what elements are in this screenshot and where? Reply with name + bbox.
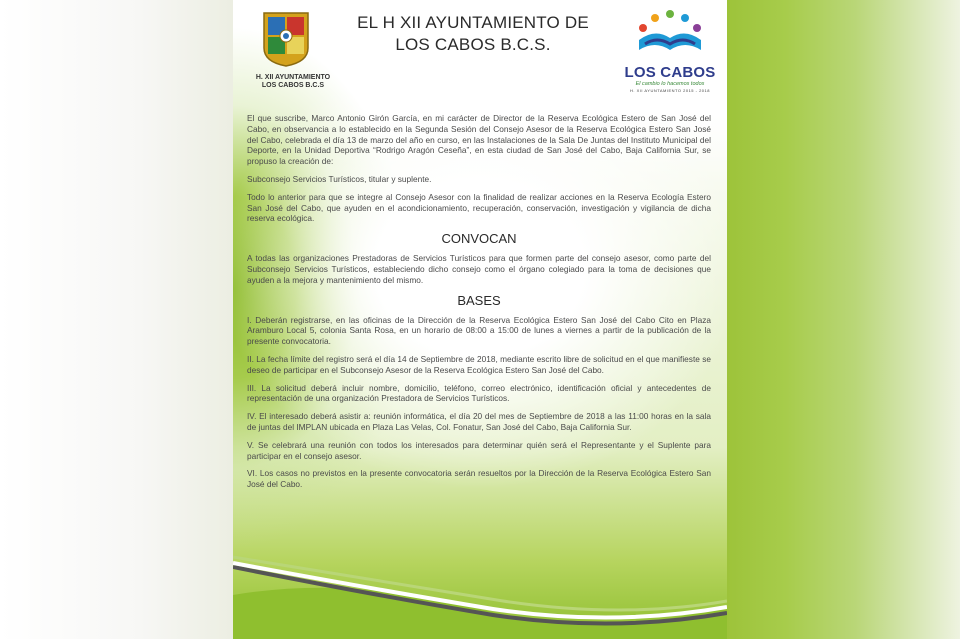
crest-caption-line1: H. XII AYUNTAMIENTO: [255, 74, 331, 81]
subconsejo-paragraph: Subconsejo Servicios Turísticos, titular y suplente.: [247, 173, 432, 184]
base-item-1: I. Deberán registrarse, en las oficinas de la Dirección de la Reserva Ecológica Estero San José del Cabo Cito en Plaza Aramburo Local 5, colonia Santa Rosa, en un horario de 08:00 a 15:00 de lunes a viernes a partir de la publicación de la presente convocatoria.: [247, 314, 711, 347]
convocan-heading: CONVOCAN: [441, 231, 517, 247]
brand-years: H. XII AYUNTAMIENTO 2015 - 2018: [630, 88, 710, 93]
right-background: [727, 0, 960, 639]
page-title: [343, 12, 603, 56]
base-item-2: II. La fecha límite del registro será el día 14 de Septiembre de 2018, mediante escrito libre de solicitud en el que manifieste se deseo de participar en el Subconsejo Asesor de la Reserva Ecológica Estero San José del Cabo.: [247, 353, 711, 375]
base-item-3: III. La solicitud deberá incluir nombre, domicilio, teléfono, correo electrónico, identificación oficial y antecedentes de representación de una organización Prestadora de Servicios Turísticos.: [247, 382, 711, 404]
purpose-paragraph: Todo lo anterior para que se integre al Consejo Asesor con la finalidad de realizar acciones en la Reserva Ecología Estero San José del Cabo, que ayuden en el acondicionamiento, recuperación, conservación, investigación y vigilancia de dicha reserva ecológica.: [247, 191, 711, 224]
base-item-4: IV. El interesado deberá asistir a: reunión informática, el día 20 del mes de Septiembre de 2018 a las 11:00 horas en la sala de juntas del IMPLAN ubicada en Plaza Las Velas, Col. Fonatur, San José del Cabo, Baja California Sur.: [247, 411, 711, 432]
bases-heading: BASES: [457, 292, 501, 308]
brand-name: LOS CABOS: [624, 64, 716, 81]
announcement-poster: [233, 0, 727, 639]
decorative-swoosh: [233, 555, 727, 639]
base-item-6: VI. Los casos no previstos en la presente convocatoria serán resueltos por la Dirección de la Reserva Ecológica Estero San José del Cabo.: [247, 468, 711, 490]
title-line2: LOS CABOS B.C.S.: [395, 35, 551, 54]
los-cabos-logo-icon: [635, 10, 705, 56]
municipal-crest-icon: [261, 10, 311, 68]
intro-paragraph: El que suscribe, Marco Antonio Girón García, en mi carácter de Director de la Reserva Ecológica Estero de San José del Cabo, en observancia a lo establecido en la Segunda Sesión del Consejo Asesor de la Reserva Ecológica Estero San José del Cabo, celebrada el día 13 de marzo del año en curso, en las Instalaciones de la Sala De Juntas del Instituto Municipal del Deporte, en la Unidad Deportiva “Rodrigo Aragón Ceseña”, en esta ciudad de San José del Cabo, Baja California Sur, se propuso la creación de:: [247, 113, 711, 167]
document-body: [247, 113, 711, 497]
convocan-paragraph: A todas las organizaciones Prestadoras de Servicios Turísticos para que formen parte del consejo asesor, como parte del Subconsejo Servicios Turísticos, estableciendo dicho consejo como el órgano colegiado para la toma de decisiones que ayuden a la mejora y mantenimiento del mismo.: [247, 253, 711, 285]
title-line1: EL H XII AYUNTAMIENTO DE: [357, 13, 589, 32]
crest-caption: [243, 74, 343, 90]
crest-caption-line2: LOS CABOS B.C.S: [261, 82, 325, 89]
brand-slogan: El cambio lo hacemos todos: [635, 81, 705, 87]
base-item-5: V. Se celebrará una reunión con todos los interesados para determinar quién será el Representante y el Suplente para participar en el consejo asesor.: [247, 439, 711, 461]
left-background: [0, 0, 233, 639]
